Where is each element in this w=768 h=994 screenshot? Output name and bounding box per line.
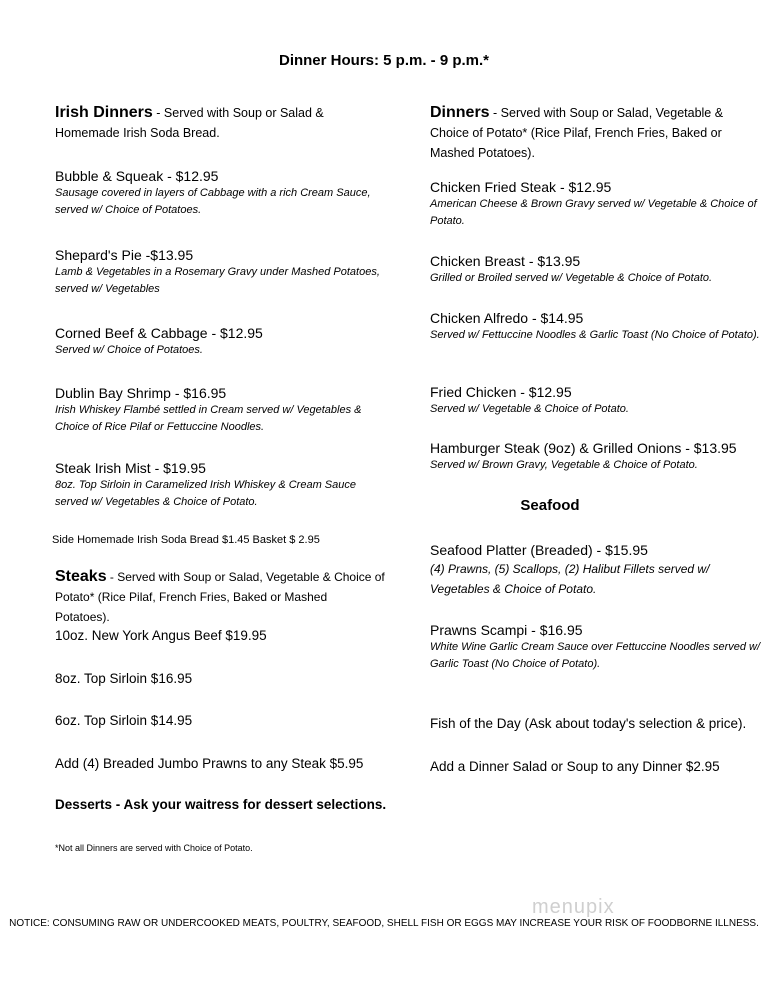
item-name: Hamburger Steak (9oz) & Grilled Onions - $13.95 — [430, 440, 737, 456]
item-name: Chicken Alfredo - $14.95 — [430, 310, 584, 326]
menu-item — [55, 246, 385, 298]
item-name: Bubble & Squeak - $12.95 — [55, 168, 219, 184]
item-description: Served w/ Choice of Potatoes. — [55, 344, 203, 356]
item-description: Sausage covered in layers of Cabbage with a rich Cream Sauce, served w/ Choice of Potatoes. — [55, 187, 371, 216]
fish-of-the-day: Fish of the Day (Ask about today's selection & price). — [430, 716, 747, 731]
steak-item: 6oz. Top Sirloin $14.95 — [55, 713, 193, 728]
menu-item — [55, 324, 385, 359]
item-description: Served w/ Vegetable & Choice of Potato. — [430, 403, 629, 415]
side-soda-bread: Side Homemade Irish Soda Bread $1.45 Basket $ 2.95 — [52, 534, 320, 546]
item-description: 8oz. Top Sirloin in Caramelized Irish Whiskey & Cream Sauce served w/ Vegetables & Choice of Potato. — [55, 479, 356, 508]
menupix-watermark: menupix — [532, 896, 615, 918]
steak-item: 8oz. Top Sirloin $16.95 — [55, 671, 193, 686]
item-name: Dublin Bay Shrimp - $16.95 — [55, 385, 227, 401]
menu-item — [430, 541, 760, 599]
steaks-title: Steaks — [55, 568, 107, 585]
irish-dinners-title: Irish Dinners — [55, 104, 153, 121]
dinners-subtitle: - Served with Soup or Salad, Vegetable & Choice of Potato* (Rice Pilaf, French Fries, Baked or Mashed Potatoes). — [430, 106, 724, 160]
item-name: Seafood Platter (Breaded) - $15.95 — [430, 542, 648, 558]
menu-item — [55, 167, 385, 219]
seafood-title: Seafood — [520, 497, 580, 514]
steaks-header — [55, 567, 385, 627]
steak-addon: Add (4) Breaded Jumbo Prawns to any Steak $5.95 — [55, 756, 364, 771]
item-name: Shepard's Pie -$13.95 — [55, 247, 194, 263]
desserts-note: Desserts - Ask your waitress for dessert selections. — [55, 797, 387, 812]
item-description: Served w/ Fettuccine Noodles & Garlic Toast (No Choice of Potato). — [430, 329, 760, 341]
menu-item — [430, 621, 765, 673]
irish-dinners-header — [55, 103, 385, 143]
add-salad-or-soup: Add a Dinner Salad or Soup to any Dinner $2.95 — [430, 759, 720, 774]
item-description: Lamb & Vegetables in a Rosemary Gravy under Mashed Potatoes, served w/ Vegetables — [55, 266, 380, 295]
item-description: Irish Whiskey Flambé settled in Cream served w/ Vegetables & Choice of Rice Pilaf or Fettuccine Noodles. — [55, 404, 362, 433]
menu-item — [430, 178, 760, 230]
menu-item — [55, 459, 385, 511]
item-description: (4) Prawns, (5) Scallops, (2) Halibut Fillets served w/ Vegetables & Choice of Potato. — [430, 562, 710, 596]
menu-item — [55, 384, 385, 436]
item-name: Corned Beef & Cabbage - $12.95 — [55, 325, 263, 341]
item-name: Chicken Fried Steak - $12.95 — [430, 179, 612, 195]
item-name: Fried Chicken - $12.95 — [430, 384, 572, 400]
item-name: Chicken Breast - $13.95 — [430, 253, 581, 269]
item-description: White Wine Garlic Cream Sauce over Fettuccine Noodles served w/ Garlic Toast (No Choice of Potato). — [430, 641, 761, 670]
dinners-header — [430, 103, 760, 163]
menu-item — [430, 439, 765, 474]
menu-item — [430, 252, 760, 287]
item-name: Prawns Scampi - $16.95 — [430, 622, 583, 638]
steaks-subtitle: - Served with Soup or Salad, Vegetable & Choice of Potato* (Rice Pilaf, French Fries, Baked or Mashed Potatoes). — [55, 570, 385, 624]
item-name: Steak Irish Mist - $19.95 — [55, 460, 206, 476]
menu-item — [430, 383, 760, 418]
dinner-hours: Dinner Hours: 5 p.m. - 9 p.m.* — [278, 52, 490, 69]
item-description: Grilled or Broiled served w/ Vegetable & Choice of Potato. — [430, 272, 713, 284]
item-description: American Cheese & Brown Gravy served w/ Vegetable & Choice of Potato. — [430, 198, 757, 227]
item-description: Served w/ Brown Gravy, Vegetable & Choice of Potato. — [430, 459, 698, 471]
menu-item — [430, 309, 760, 344]
food-safety-notice: NOTICE: CONSUMING RAW OR UNDERCOOKED MEATS, POULTRY, SEAFOOD, SHELL FISH OR EGGS MAY INCREASE YOUR RISK OF FOODBORNE ILLNESS. — [9, 918, 759, 929]
steak-item: 10oz. New York Angus Beef $19.95 — [55, 628, 267, 643]
footnote: *Not all Dinners are served with Choice of Potato. — [55, 843, 253, 853]
irish-dinners-subtitle: - Served with Soup or Salad & Homemade Irish Soda Bread. — [55, 106, 324, 140]
dinners-title: Dinners — [430, 104, 490, 121]
